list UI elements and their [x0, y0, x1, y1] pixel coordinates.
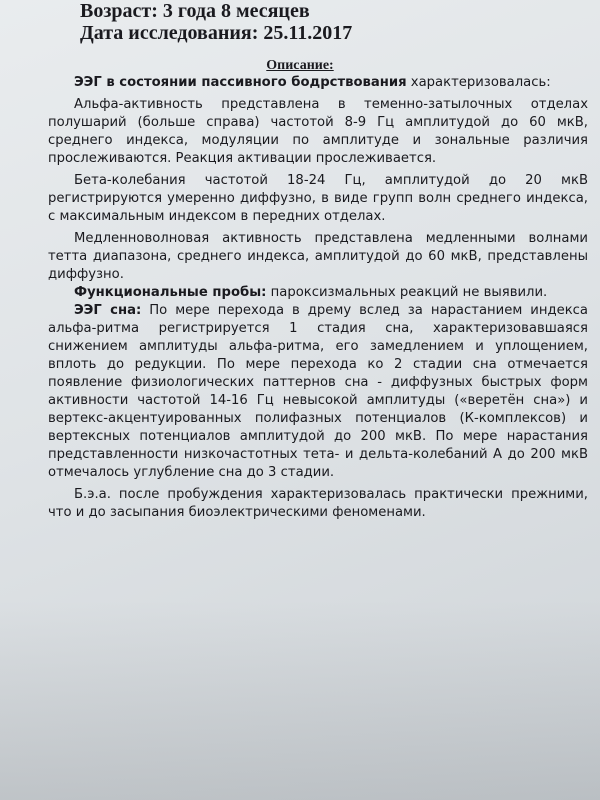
- exam-date: Дата исследования: 25.11.2017: [80, 22, 353, 44]
- paragraph-beta: Бета-колебания частотой 18-24 Гц, амплитудой до 20 мкВ регистрируются умеренно диффузно, в виде групп волн среднего индекса, с максимальным индексом в передних отделах.: [48, 173, 588, 224]
- paragraph-alpha: Альфа-активность представлена в теменно-затылочных отделах полушарий (больше справа) частотой 8-9 Гц амплитудой до 60 мкВ, среднего индекса, модуляции по амплитуде и зональные различия прослеживаются. Реакция активации прослеживается.: [48, 97, 588, 166]
- paragraph-after-awakening: Б.э.а. после пробуждения характеризовалась практически прежними, что и до засыпания биоэлектрическими феноменами.: [48, 487, 588, 520]
- functional-tests-heading: Функциональные пробы:: [74, 285, 267, 300]
- patient-age: Возраст: 3 года 8 месяцев: [80, 0, 310, 22]
- passive-wakefulness-heading: ЭЭГ в состоянии пассивного бодрствования: [74, 75, 407, 90]
- paragraph-sleep-eeg: [48, 302, 588, 482]
- paragraph-slow-wave: Медленноволновая активность представлена медленными волнами тетта диапазона, среднего индекса, амплитудой до 60 мкВ, представлены диффузно.: [48, 231, 588, 282]
- sleep-eeg-heading: ЭЭГ сна:: [74, 303, 142, 318]
- paragraph-functional-tests: [48, 284, 588, 302]
- patient-header: [80, 0, 352, 44]
- report-body: [48, 74, 588, 526]
- page-shadow: [0, 600, 600, 800]
- paragraph-passive-wakefulness: [48, 74, 588, 92]
- section-title: Описание:: [266, 58, 334, 73]
- passive-wakefulness-text: характеризовалась:: [406, 75, 551, 90]
- sleep-eeg-text: По мере перехода в дрему вслед за нарастанием индекса альфа-ритма регистрируется 1 стадия сна, характеризовавшаяся снижением амплитуды альфа-ритма, его замедлением и уплощением, вплоть до редукции. По мере перехода ко 2 стадии сна отмечается появление физиологических паттернов сна - диффузных быстрых форм активности частотой 14-16 Гц невысокой амплитуды («веретён сна») и вертекс-акцентуированных полифазных потенциалов (К-комплексов) и вертексных потенциалов амплитудой до 200 мкВ. По мере нарастания представленности низкочастотных тета- и дельта-колебаний А до 200 мкВ отмечалось углубление сна до 3 стадии.: [48, 303, 588, 480]
- functional-tests-text: пароксизмальных реакций не выявили.: [266, 285, 548, 300]
